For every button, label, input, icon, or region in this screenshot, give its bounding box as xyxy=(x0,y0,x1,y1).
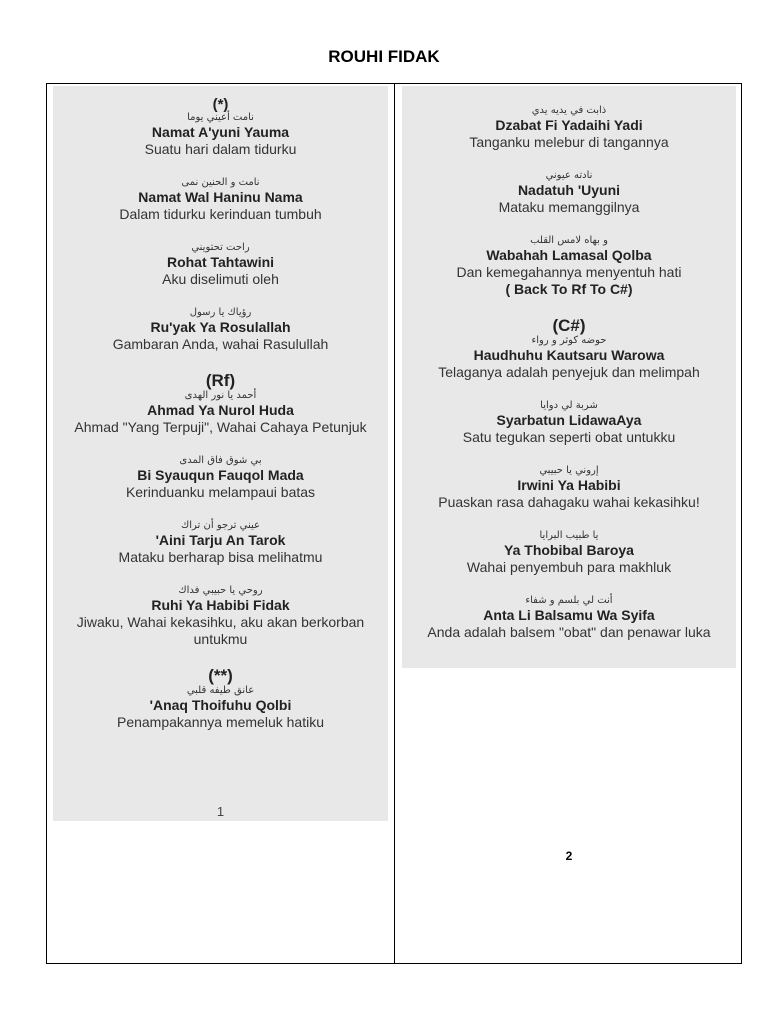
latin-line: Nadatuh 'Uyuni xyxy=(517,182,621,198)
latin-line: Syarbatun LidawaAya xyxy=(496,412,642,428)
lyric-stanza xyxy=(53,307,388,353)
arabic-line: نامت أعيني يوما xyxy=(187,112,254,123)
lyric-stanza xyxy=(402,595,736,641)
latin-line: Haudhuhu Kautsaru Warowa xyxy=(473,347,665,363)
arabic-line: عانق طيفه قلبي xyxy=(186,685,255,696)
latin-line: Dzabat Fi Yadaihi Yadi xyxy=(495,117,643,133)
lyric-stanza xyxy=(53,520,388,566)
arabic-line: أحمد يا نور الهدى xyxy=(184,390,257,401)
page-number-left: 1 xyxy=(216,804,225,819)
section-marker: (Rf) xyxy=(205,371,236,390)
translation-line: Dalam tidurku kerinduan tumbuh xyxy=(119,206,322,222)
arabic-line: بي شوق فاق المدى xyxy=(179,455,262,466)
translation-line: Aku diselimuti oleh xyxy=(162,271,279,287)
translation-line: Mataku memanggilnya xyxy=(498,199,640,215)
section-marker: (C#) xyxy=(552,316,586,335)
lyric-stanza xyxy=(53,667,388,731)
arabic-line: و بهاه لامس القلب xyxy=(530,235,608,246)
arabic-line: عيني ترجو أن تراك xyxy=(181,520,260,531)
translation-line: Dan kemegahannya menyentuh hati xyxy=(456,264,682,280)
translation-line: Satu tegukan seperti obat untukku xyxy=(462,429,676,445)
page-number-right: 2 xyxy=(565,849,573,863)
arabic-line: راحت تحتويني xyxy=(191,242,250,253)
lyric-stanza xyxy=(402,465,736,511)
arabic-line: روحي يا حبيبي فداك xyxy=(178,585,263,596)
lyric-stanza xyxy=(53,177,388,223)
lyric-stanza xyxy=(53,372,388,436)
translation-line: Jiwaku, Wahai kekasihku, aku akan berkorban untukmu xyxy=(76,614,365,647)
lyric-stanza xyxy=(402,530,736,576)
latin-line: Ru'yak Ya Rosulallah xyxy=(150,319,291,335)
latin-line: Namat A'yuni Yauma xyxy=(151,124,290,140)
arabic-line: نادته عيوني xyxy=(545,170,593,181)
arabic-line: شربة لي دوايا xyxy=(540,400,598,411)
lyric-stanza xyxy=(402,105,736,151)
latin-line: Anta Li Balsamu Wa Syifa xyxy=(483,607,655,623)
latin-line: Irwini Ya Habibi xyxy=(517,477,621,493)
latin-line: Ahmad Ya Nurol Huda xyxy=(147,402,294,418)
arabic-line: حوضه كوثر و رواء xyxy=(531,335,607,346)
lyric-stanza xyxy=(402,400,736,446)
translation-line: Tanganku melebur di tangannya xyxy=(469,134,669,150)
translation-line: Penampakannya memeluk hatiku xyxy=(116,714,324,730)
lyric-stanza xyxy=(53,585,388,648)
repeat-note: ( Back To Rf To C#) xyxy=(505,281,633,297)
arabic-line: رؤياك يا رسول xyxy=(189,307,252,318)
latin-line: Rohat Tahtawini xyxy=(166,254,275,270)
arabic-line: أنت لي بلسم و شفاء xyxy=(525,595,613,606)
section-marker: (*) xyxy=(212,96,229,113)
arabic-line: ذابت في يديه يدي xyxy=(531,105,607,116)
lyric-stanza xyxy=(53,242,388,288)
lyric-stanza xyxy=(402,170,736,216)
lyric-stanza xyxy=(53,455,388,501)
lyric-stanza xyxy=(53,98,388,158)
latin-line: Wabahah Lamasal Qolba xyxy=(486,247,652,263)
translation-line: Telaganya adalah penyejuk dan melimpah xyxy=(438,364,700,380)
page-title: ROUHI FIDAK xyxy=(328,47,440,66)
latin-line: Ya Thobibal Baroya xyxy=(504,542,634,558)
translation-line: Kerinduanku melampaui batas xyxy=(125,484,316,500)
translation-line: Mataku berharap bisa melihatmu xyxy=(118,549,323,565)
latin-line: Namat Wal Haninu Nama xyxy=(138,189,303,205)
latin-line: 'Anaq Thoifuhu Qolbi xyxy=(149,697,292,713)
section-marker: (**) xyxy=(208,666,233,685)
right-lyrics xyxy=(402,86,736,641)
column-divider xyxy=(394,83,395,964)
translation-line: Suatu hari dalam tidurku xyxy=(144,141,297,157)
latin-line: 'Aini Tarju An Tarok xyxy=(155,532,286,548)
arabic-line: نامت و الحنين نمى xyxy=(181,177,260,188)
translation-line: Anda adalah balsem "obat" dan penawar luka xyxy=(427,624,711,640)
right-panel xyxy=(402,86,736,668)
translation-line: Puaskan rasa dahagaku wahai kekasihku! xyxy=(438,494,700,510)
translation-line: Ahmad "Yang Terpuji", Wahai Cahaya Petunjuk xyxy=(74,419,367,435)
left-lyrics xyxy=(53,86,388,731)
lyric-stanza xyxy=(402,317,736,381)
latin-line: Ruhi Ya Habibi Fidak xyxy=(151,597,290,613)
lyric-stanza xyxy=(402,235,736,298)
left-panel xyxy=(53,86,388,821)
translation-line: Gambaran Anda, wahai Rasulullah xyxy=(112,336,329,352)
latin-line: Bi Syauqun Fauqol Mada xyxy=(137,467,304,483)
translation-line: Wahai penyembuh para makhluk xyxy=(466,559,672,575)
arabic-line: إروني يا حبيبي xyxy=(539,465,599,476)
arabic-line: يا طبيب البرايا xyxy=(539,530,599,541)
